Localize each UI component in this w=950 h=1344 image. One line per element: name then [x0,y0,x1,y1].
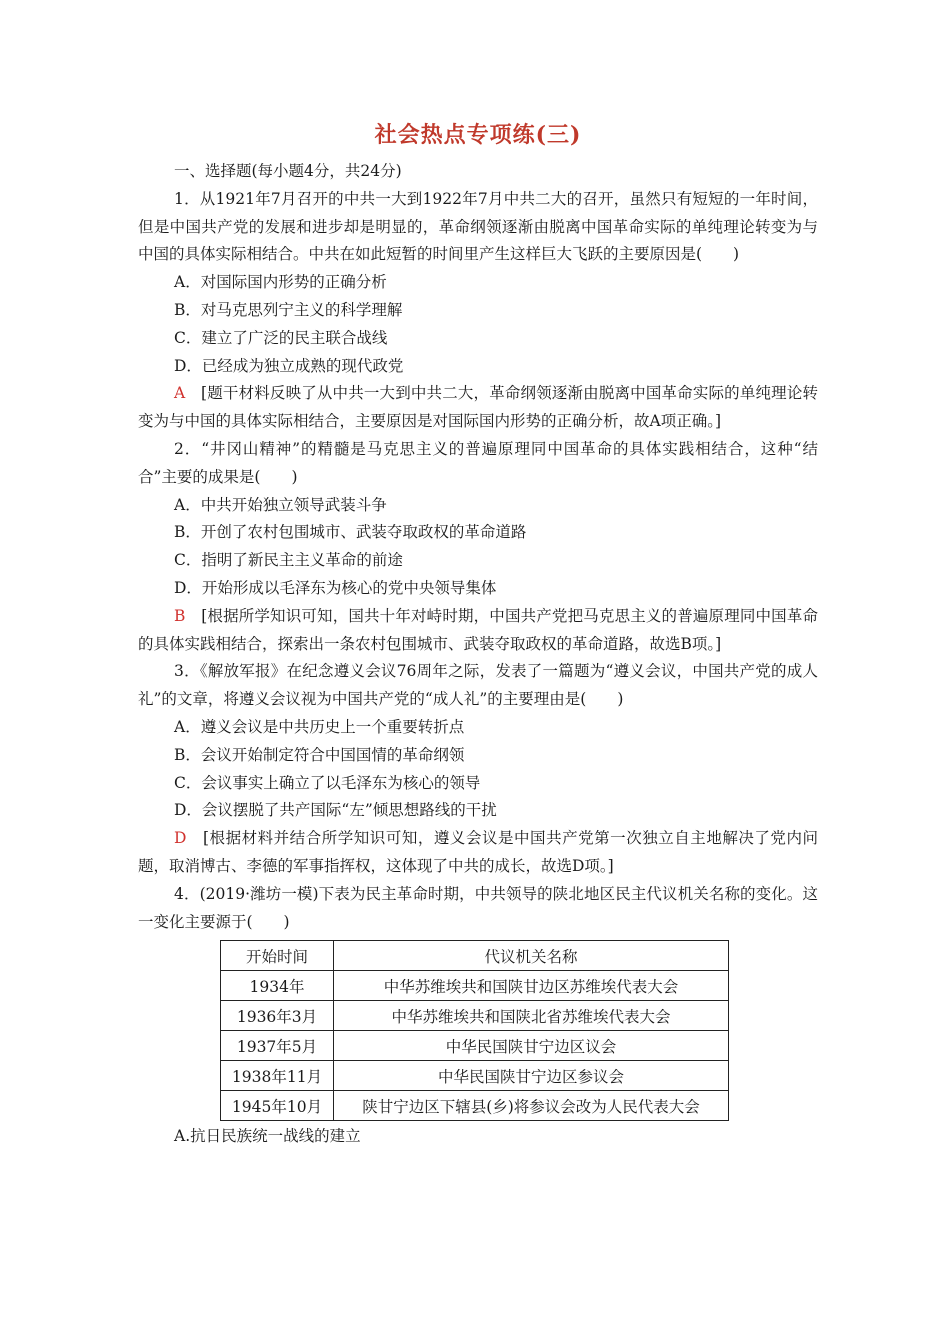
question-4-option-a: A.抗日民族统一战线的建立 [174,1127,361,1146]
table-header-cell: 开始时间 [221,941,334,971]
question-4-stem: 4．(2019·潍坊一模)下表为民主革命时期，中共领导的陕北地区民主代议机关名称的变化。这一变化主要源于( ) [138,884,818,931]
table-cell-date: 1937年5月 [221,1031,334,1061]
table-cell-name: 中华苏维埃共和国陕甘边区苏维埃代表大会 [334,971,729,1001]
representative-body-table [220,940,729,1121]
table-header-row [221,941,729,971]
answer-letter: B [174,606,186,625]
table-row [221,1031,729,1061]
question-1-stem: 1．从1921年7月召开的中共一大到1922年7月中共二大的召开，虽然只有短短的一年时间，但是中国共产党的发展和进步却是明显的，革命纲领逐渐由脱离中国革命实际的单纯理论转变为与中国的具体实际相结合。中共在如此短暂的时间里产生这样巨大飞跃的主要原因是( ) [138,189,818,264]
table-row [221,1091,729,1121]
question-3-stem: 3．《解放军报》在纪念遵义会议76周年之际，发表了一篇题为“遵义会议，中国共产党的成人礼”的文章，将遵义会议视为中国共产党的“成人礼”的主要理由是( ) [138,662,818,709]
answer-explanation: [题干材料反映了从中共一大到中共二大，革命纲领逐渐由脱离中国革命实际的单纯理论转变为与中国的具体实际相结合，主要原因是对国际国内形势的正确分析，故A项正确。] [138,384,818,431]
question-3-answer [138,825,818,881]
table-cell-name: 中华苏维埃共和国陕北省苏维埃代表大会 [334,1001,729,1031]
question-2-option-d: D．开始形成以毛泽东为核心的党中央领导集体 [174,578,497,597]
question-2-option-c: C．指明了新民主主义革命的前途 [174,551,403,570]
question-3-option-d: D．会议摆脱了共产国际“左”倾思想路线的干扰 [174,801,497,820]
table-cell-name: 中华民国陕甘宁边区参议会 [334,1061,729,1091]
answer-letter: A [174,384,186,403]
table-row [221,1061,729,1091]
document-page [138,118,818,1151]
question-2-option-b: B．开创了农村包围城市、武装夺取政权的革命道路 [174,523,527,542]
table-cell-date: 1934年 [221,971,334,1001]
table-cell-date: 1938年11月 [221,1061,334,1091]
question-1-option-b: B．对马克思列宁主义的科学理解 [174,300,403,319]
question-1-option-c: C．建立了广泛的民主联合战线 [174,328,388,347]
table-cell-date: 1936年3月 [221,1001,334,1031]
question-1-answer [138,380,818,436]
question-3-option-c: C．会议事实上确立了以毛泽东为核心的领导 [174,773,481,792]
answer-explanation: [根据材料并结合所学知识可知，遵义会议是中国共产党第一次独立自主地解决了党内问题，取消博古、李德的军事指挥权，这体现了中共的成长，故选D项。] [138,829,818,875]
question-2-stem: 2．“井冈山精神”的精髓是马克思主义的普遍原理同中国革命的具体实践相结合，这种“结合”主要的成果是( ) [138,439,818,486]
table-cell-date: 1945年10月 [221,1091,334,1121]
table-row [221,971,729,1001]
question-1-option-d: D．已经成为独立成熟的现代政党 [174,356,404,375]
question-3-option-a: A．遵义会议是中共历史上一个重要转折点 [174,717,465,736]
table-cell-name: 陕甘宁边区下辖县(乡)将参议会改为人民代表大会 [334,1091,729,1121]
table-cell-name: 中华民国陕甘宁边区议会 [334,1031,729,1061]
answer-explanation: [根据所学知识可知，国共十年对峙时期，中国共产党把马克思主义的普遍原理同中国革命的具体实践相结合，探索出一条农村包围城市、武装夺取政权的革命道路，故选B项。] [138,606,818,653]
section-heading: 一、选择题(每小题4分，共24分) [174,162,402,180]
question-1-option-a: A．对国际国内形势的正确分析 [174,273,387,292]
question-2-option-a: A．中共开始独立领导武装斗争 [174,495,387,514]
question-3-option-b: B．会议开始制定符合中国国情的革命纲领 [174,745,465,764]
page-title: 社会热点专项练(三) [374,122,582,148]
question-2-answer [138,603,818,659]
table-row [221,1001,729,1031]
answer-letter: D [174,829,187,848]
table-header-cell: 代议机关名称 [334,941,729,971]
